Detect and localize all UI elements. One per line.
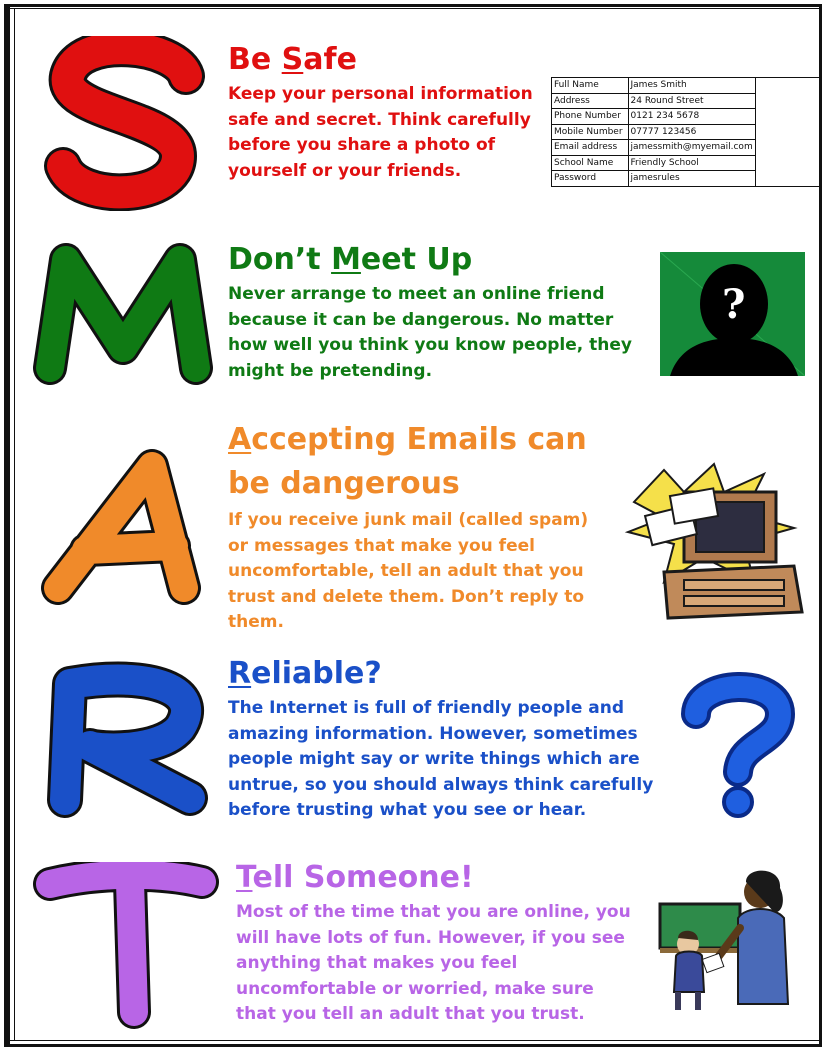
body-be-safe: Keep your personal information safe and secret. Think carefully before you share a photo of yourself or your friends. — [228, 84, 533, 181]
info-table-blank-column — [755, 78, 820, 187]
section-dont-meet-up — [228, 238, 643, 384]
svg-text:?: ? — [722, 281, 746, 328]
section-tell-someone — [236, 856, 636, 1028]
info-table-key: Password — [552, 171, 629, 187]
border-line-left — [14, 8, 15, 1041]
letter-a-graphic — [34, 448, 214, 608]
teacher-child-icon — [656, 864, 816, 1018]
info-table-value: 0121 234 5678 — [628, 109, 755, 125]
info-table-key: Email address — [552, 140, 629, 156]
heading-dont-meet-up: Don’t Meet Up — [228, 242, 473, 277]
section-be-safe — [228, 38, 550, 184]
info-table-value: James Smith — [628, 78, 755, 94]
question-mark-icon — [678, 670, 798, 824]
border-line-top — [6, 8, 822, 9]
section-reliable — [228, 652, 668, 824]
silhouette-question-icon — [660, 252, 805, 380]
body-reliable: The Internet is full of friendly people and amazing information. However, sometimes people might say or write things which are untrue, so you should always think carefully before trusting what you see or hear. — [228, 698, 654, 820]
body-tell-someone: Most of the time that you are online, you will have lots of fun. However, if you see anything that makes you feel uncomfortable or worried, make sure that you tell an adult that you trust. — [236, 902, 631, 1024]
info-table-key: Full Name — [552, 78, 629, 94]
info-table-value: 24 Round Street — [628, 93, 755, 109]
info-table-value: jamessmith@myemail.com — [628, 140, 755, 156]
info-table-value: Friendly School — [628, 155, 755, 171]
info-table-value: 07777 123456 — [628, 124, 755, 140]
body-accepting-emails: If you receive junk mail (called spam) or messages that make you feel uncomfortable, tell an adult that you trust and delete them. Don’t reply to them. — [228, 510, 589, 632]
letter-s-graphic — [38, 36, 208, 211]
info-table-key: Mobile Number — [552, 124, 629, 140]
letter-t-graphic — [30, 862, 220, 1032]
computer-mail-icon — [624, 462, 806, 624]
heading-accepting-emails: Accepting Emails can be dangerous — [228, 422, 587, 501]
border-line-bottom — [6, 1040, 822, 1041]
info-table-key: Address — [552, 93, 629, 109]
letter-r-graphic — [30, 660, 220, 820]
letter-m-graphic — [28, 238, 218, 388]
section-accepting-emails — [228, 418, 608, 636]
heading-be-safe: Be Safe — [228, 42, 357, 77]
info-table-row — [552, 78, 821, 94]
personal-info-table — [551, 77, 821, 187]
info-table-key: Phone Number — [552, 109, 629, 125]
heading-tell-someone: Tell Someone! — [236, 860, 474, 895]
info-table-value: jamesrules — [628, 171, 755, 187]
body-dont-meet-up: Never arrange to meet an online friend because it can be dangerous. No matter how well you think you know people, they might be pretending. — [228, 284, 632, 381]
info-table-key: School Name — [552, 155, 629, 171]
heading-reliable: Reliable? — [228, 656, 382, 691]
